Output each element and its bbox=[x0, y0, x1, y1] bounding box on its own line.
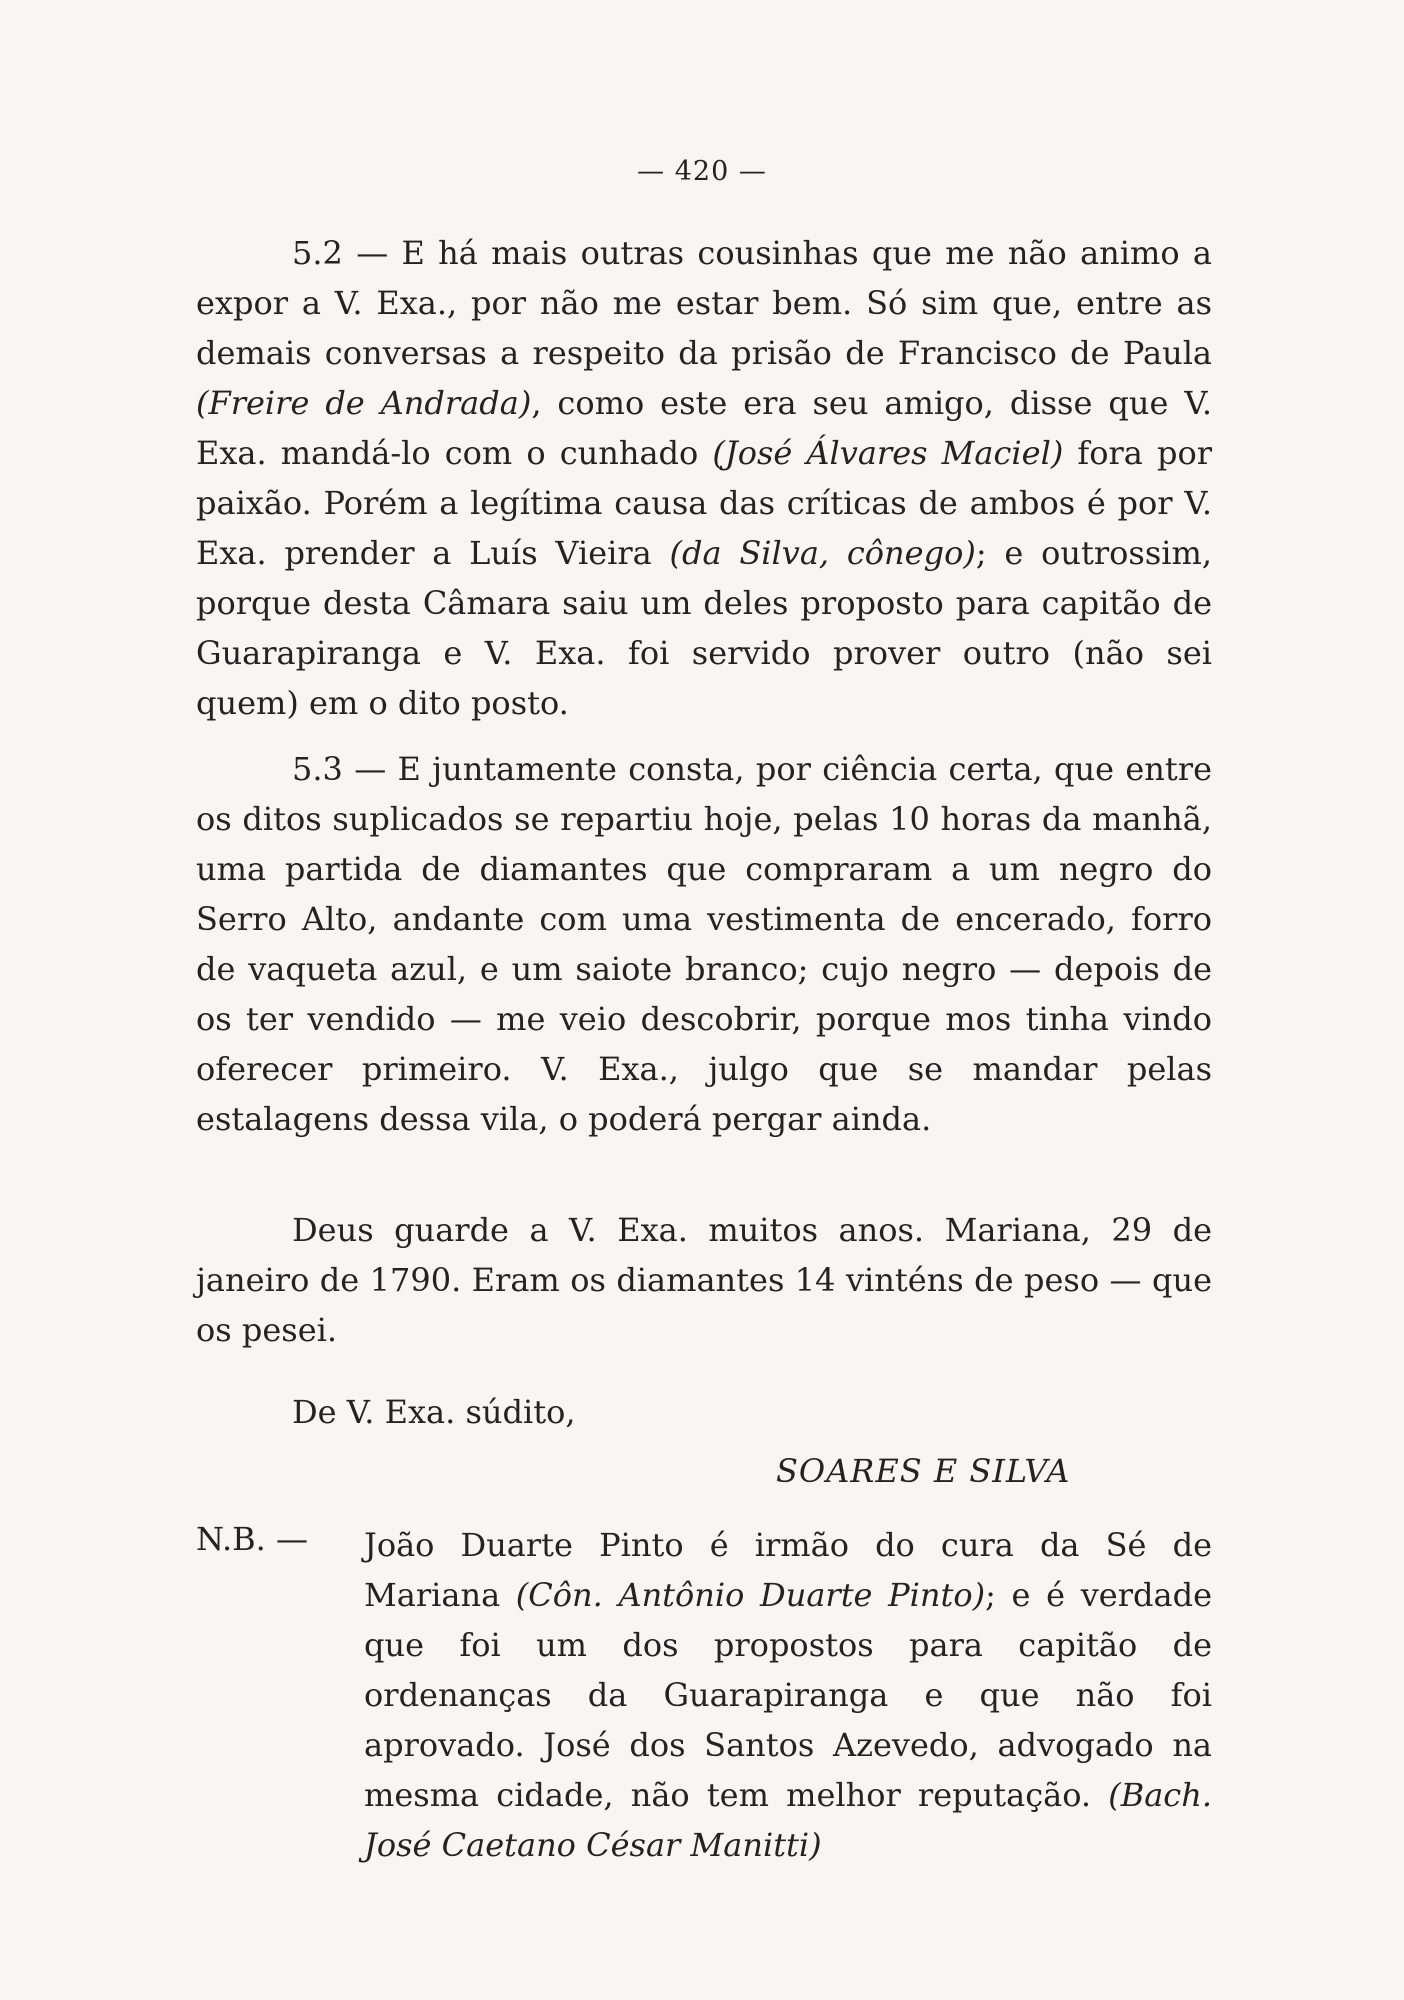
nota-bene-label: N.B. — bbox=[196, 1520, 308, 1558]
paragraph-5-2 bbox=[196, 228, 1212, 728]
page-number: — 420 — bbox=[637, 156, 767, 187]
signature: SOARES E SILVA bbox=[776, 1452, 1071, 1490]
italic-note-freire-de-andrada: (Freire de Andrada) bbox=[196, 384, 532, 422]
italic-note-antonio-duarte-pinto: (Côn. Antônio Duarte Pinto) bbox=[515, 1576, 986, 1614]
paragraph-5-2-text-1: 5.2 — E há mais outras cousinhas que me não animo a expor a V. Exa., por não me estar bem. Só sim que, entre as demais conversas a respeito da prisão de Francisco de Paula bbox=[196, 234, 1212, 372]
paragraph-5-2-text-4: ; e outrossim, porque desta Câmara saiu um deles proposto para capitão de Guarapiranga e V. Exa. foi servido prover outro (não sei quem) em o dito posto. bbox=[196, 534, 1212, 722]
nota-bene-text bbox=[364, 1520, 1212, 1870]
nota-bene-text-1: João Duarte Pinto é irmão do cura da Sé de Mariana bbox=[364, 1526, 1212, 1614]
nota-bene-text-2: ; e é verdade que foi um dos propostos para capitão de ordenanças da Guarapiranga e que não foi aprovado. José dos Santos Azevedo, advogado na mesma cidade, não tem melhor reputação. bbox=[364, 1576, 1213, 1814]
italic-note-jose-alvares-maciel: (José Álvares Maciel) bbox=[712, 434, 1064, 472]
paragraph-5-3: 5.3 — E juntamente consta, por ciência certa, que entre os ditos suplicados se repartiu hoje, pelas 10 horas da manhã, uma partida de diamantes que compraram a um negro do Serro Alto, andante com uma vestimenta de encerado, forro de vaqueta azul, e um saiote branco; cujo negro — depois de os ter vendido — me veio descobrir, porque mos tinha vindo oferecer primeiro. V. Exa., julgo que se mandar pelas estalagens dessa vila, o poderá pergar ainda. bbox=[196, 750, 1212, 1138]
closing-label: De V. Exa. súdito, bbox=[292, 1393, 576, 1431]
italic-note-da-silva-conego: (da Silva, cônego) bbox=[669, 534, 976, 572]
paragraph-closing-greeting: Deus guarde a V. Exa. muitos anos. Mariana, 29 de janeiro de 1790. Eram os diamantes 14 vinténs de peso — que os pesei. bbox=[196, 1211, 1212, 1349]
paragraph-5-2-text-3: fora por paixão. Porém a legítima causa das críticas de ambos é por V. Exa. prender a Luís Vieira bbox=[196, 434, 1213, 572]
italic-note-jose-caetano-cesar-manitti: (Bach. José Caetano César Manitti) bbox=[364, 1776, 1212, 1864]
paragraph-5-2-text-2: , como este era seu amigo, disse que V. Exa. mandá-lo com o cunhado bbox=[196, 384, 1213, 472]
